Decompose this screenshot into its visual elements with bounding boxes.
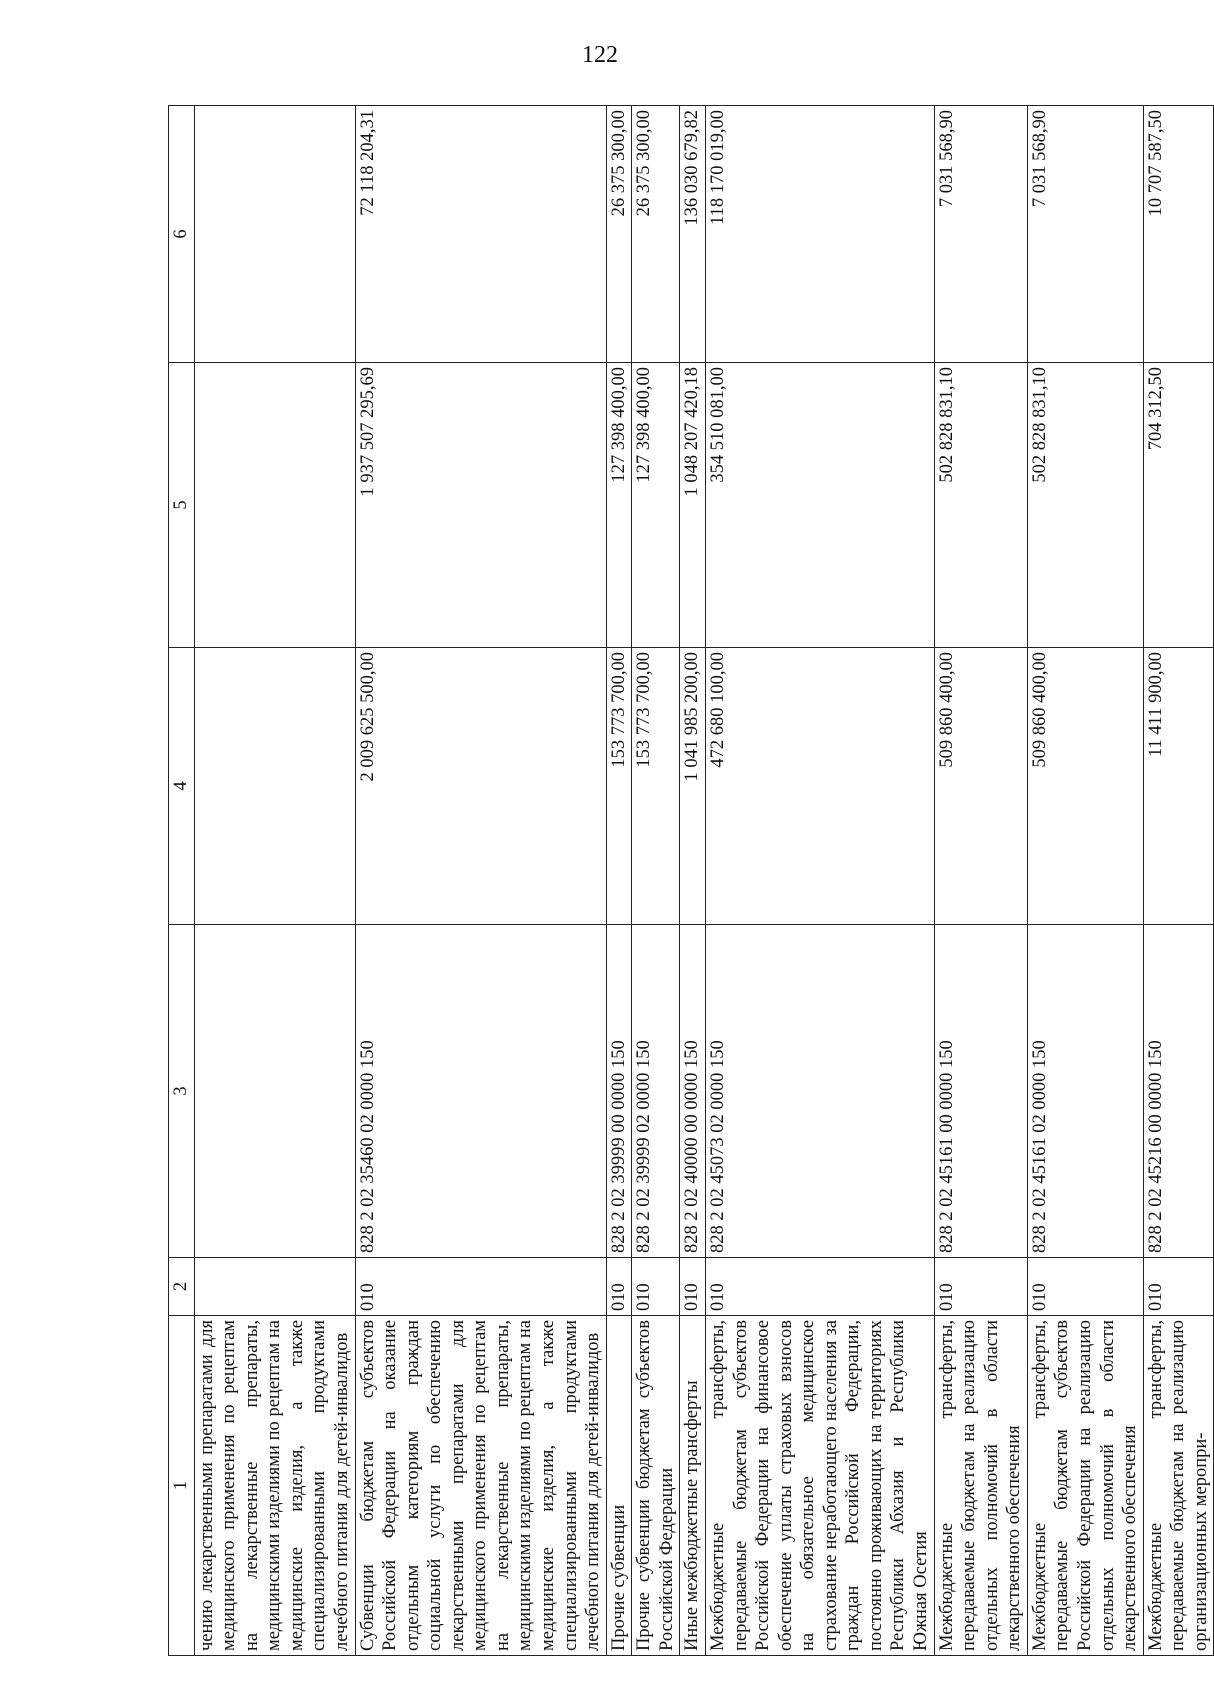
column-header: 2: [169, 1258, 195, 1316]
row-planned: 153 773 700,00: [606, 648, 632, 925]
row-kbk: 828 2 02 35460 02 0000 150: [355, 925, 606, 1258]
row-planned: 472 680 100,00: [705, 648, 934, 925]
row-executed: 354 510 081,00: [705, 363, 934, 648]
page-number: 122: [582, 42, 618, 68]
row-description: Субвенции бюджетам субъектов Российской Федерации на оказание отдельным категориям граждан социальной услуги по обеспечению лекарственными препаратами для медицинского применения по рецептам на лекарственные препараты, медицинскими изделиями по рецептам на медицинские изделия, а также специализированными продуктами лечебного питания для детей-инвалидов: [355, 1316, 606, 1656]
table-row: [934, 106, 1027, 1656]
rotated-table-container: [168, 106, 1211, 1656]
row-executed: 502 828 831,10: [934, 363, 1027, 648]
table-row: [705, 106, 934, 1656]
table-row: [355, 106, 606, 1656]
table-row: [1027, 106, 1143, 1656]
row-kbk: [194, 925, 355, 1258]
row-planned: 509 860 400,00: [934, 648, 1027, 925]
row-description: Иные межбюджетные трансферты: [680, 1316, 706, 1656]
row-code: 010: [705, 1258, 934, 1316]
row-kbk: 828 2 02 45161 02 0000 150: [1027, 925, 1143, 1258]
row-description: Межбюджетные трансферты, передаваемые бюджетам субъектов Российской Федерации на финансовое обеспечение уплаты страховых взносов на обязательное медицинское страхование неработающего населения за граждан Российской Федерации, постоянно проживающих на территориях Республики Абхазия и Республики Южная Осетия: [705, 1316, 934, 1656]
row-executed: 704 312,50: [1143, 363, 1214, 648]
row-kbk: 828 2 02 40000 00 0000 150: [680, 925, 706, 1258]
row-kbk: 828 2 02 45216 00 0000 150: [1143, 925, 1214, 1258]
row-planned: [194, 648, 355, 925]
table-row: [1143, 106, 1214, 1656]
row-planned: 509 860 400,00: [1027, 648, 1143, 925]
row-description: чению лекарственными препаратами для медицинского применения по рецептам на лекарственные препараты, медицинскими изделиями по рецептам на медицинские изделия, а также специализированными продуктами лечебного питания для детей-инвалидов: [194, 1316, 355, 1656]
table-row: [680, 106, 706, 1656]
row-executed: 1 048 207 420,18: [680, 363, 706, 648]
row-description: Прочие субвенции: [606, 1316, 632, 1656]
row-code: 010: [632, 1258, 680, 1316]
column-header: 5: [169, 363, 195, 648]
row-remainder: 26 375 300,00: [606, 106, 632, 363]
table-row: [606, 106, 632, 1656]
column-header: 6: [169, 106, 195, 363]
row-kbk: 828 2 02 39999 02 0000 150: [632, 925, 680, 1258]
row-code: [194, 1258, 355, 1316]
row-executed: 1 937 507 295,69: [355, 363, 606, 648]
column-header: 4: [169, 648, 195, 925]
row-code: 010: [355, 1258, 606, 1316]
row-planned: 11 411 900,00: [1143, 648, 1214, 925]
table-row: [194, 106, 355, 1656]
row-executed: [194, 363, 355, 648]
row-code: 010: [680, 1258, 706, 1316]
row-code: 010: [1027, 1258, 1143, 1316]
row-executed: 127 398 400,00: [632, 363, 680, 648]
row-remainder: 136 030 679,82: [680, 106, 706, 363]
row-kbk: 828 2 02 45073 02 0000 150: [705, 925, 934, 1258]
row-code: 010: [934, 1258, 1027, 1316]
row-description: Прочие субвенции бюджетам субъектов Российской Федерации: [632, 1316, 680, 1656]
row-planned: 153 773 700,00: [632, 648, 680, 925]
row-planned: 2 009 625 500,00: [355, 648, 606, 925]
column-header: 3: [169, 925, 195, 1258]
header-row: [169, 106, 195, 1656]
row-executed: 502 828 831,10: [1027, 363, 1143, 648]
table-row: [632, 106, 680, 1656]
row-remainder: [194, 106, 355, 363]
column-header: 1: [169, 1316, 195, 1656]
row-remainder: 7 031 568,90: [1027, 106, 1143, 363]
row-executed: 127 398 400,00: [606, 363, 632, 648]
row-description: Межбюджетные трансферты, передаваемые бюджетам на реализацию организационных меропри-: [1143, 1316, 1214, 1656]
row-code: 010: [606, 1258, 632, 1316]
row-remainder: 7 031 568,90: [934, 106, 1027, 363]
row-code: 010: [1143, 1258, 1214, 1316]
row-remainder: 118 170 019,00: [705, 106, 934, 363]
row-kbk: 828 2 02 39999 00 0000 150: [606, 925, 632, 1258]
budget-table: [168, 105, 1214, 1656]
row-remainder: 10 707 587,50: [1143, 106, 1214, 363]
row-kbk: 828 2 02 45161 00 0000 150: [934, 925, 1027, 1258]
row-description: Межбюджетные трансферты, передаваемые бюджетам субъектов Российской Федерации на реализацию отдельных полномочий в области лекарственного обеспечения: [1027, 1316, 1143, 1656]
row-description: Межбюджетные трансферты, передаваемые бюджетам на реализацию отдельных полномочий в области лекарственного обеспечения: [934, 1316, 1027, 1656]
row-remainder: 72 118 204,31: [355, 106, 606, 363]
row-remainder: 26 375 300,00: [632, 106, 680, 363]
row-planned: 1 041 985 200,00: [680, 648, 706, 925]
